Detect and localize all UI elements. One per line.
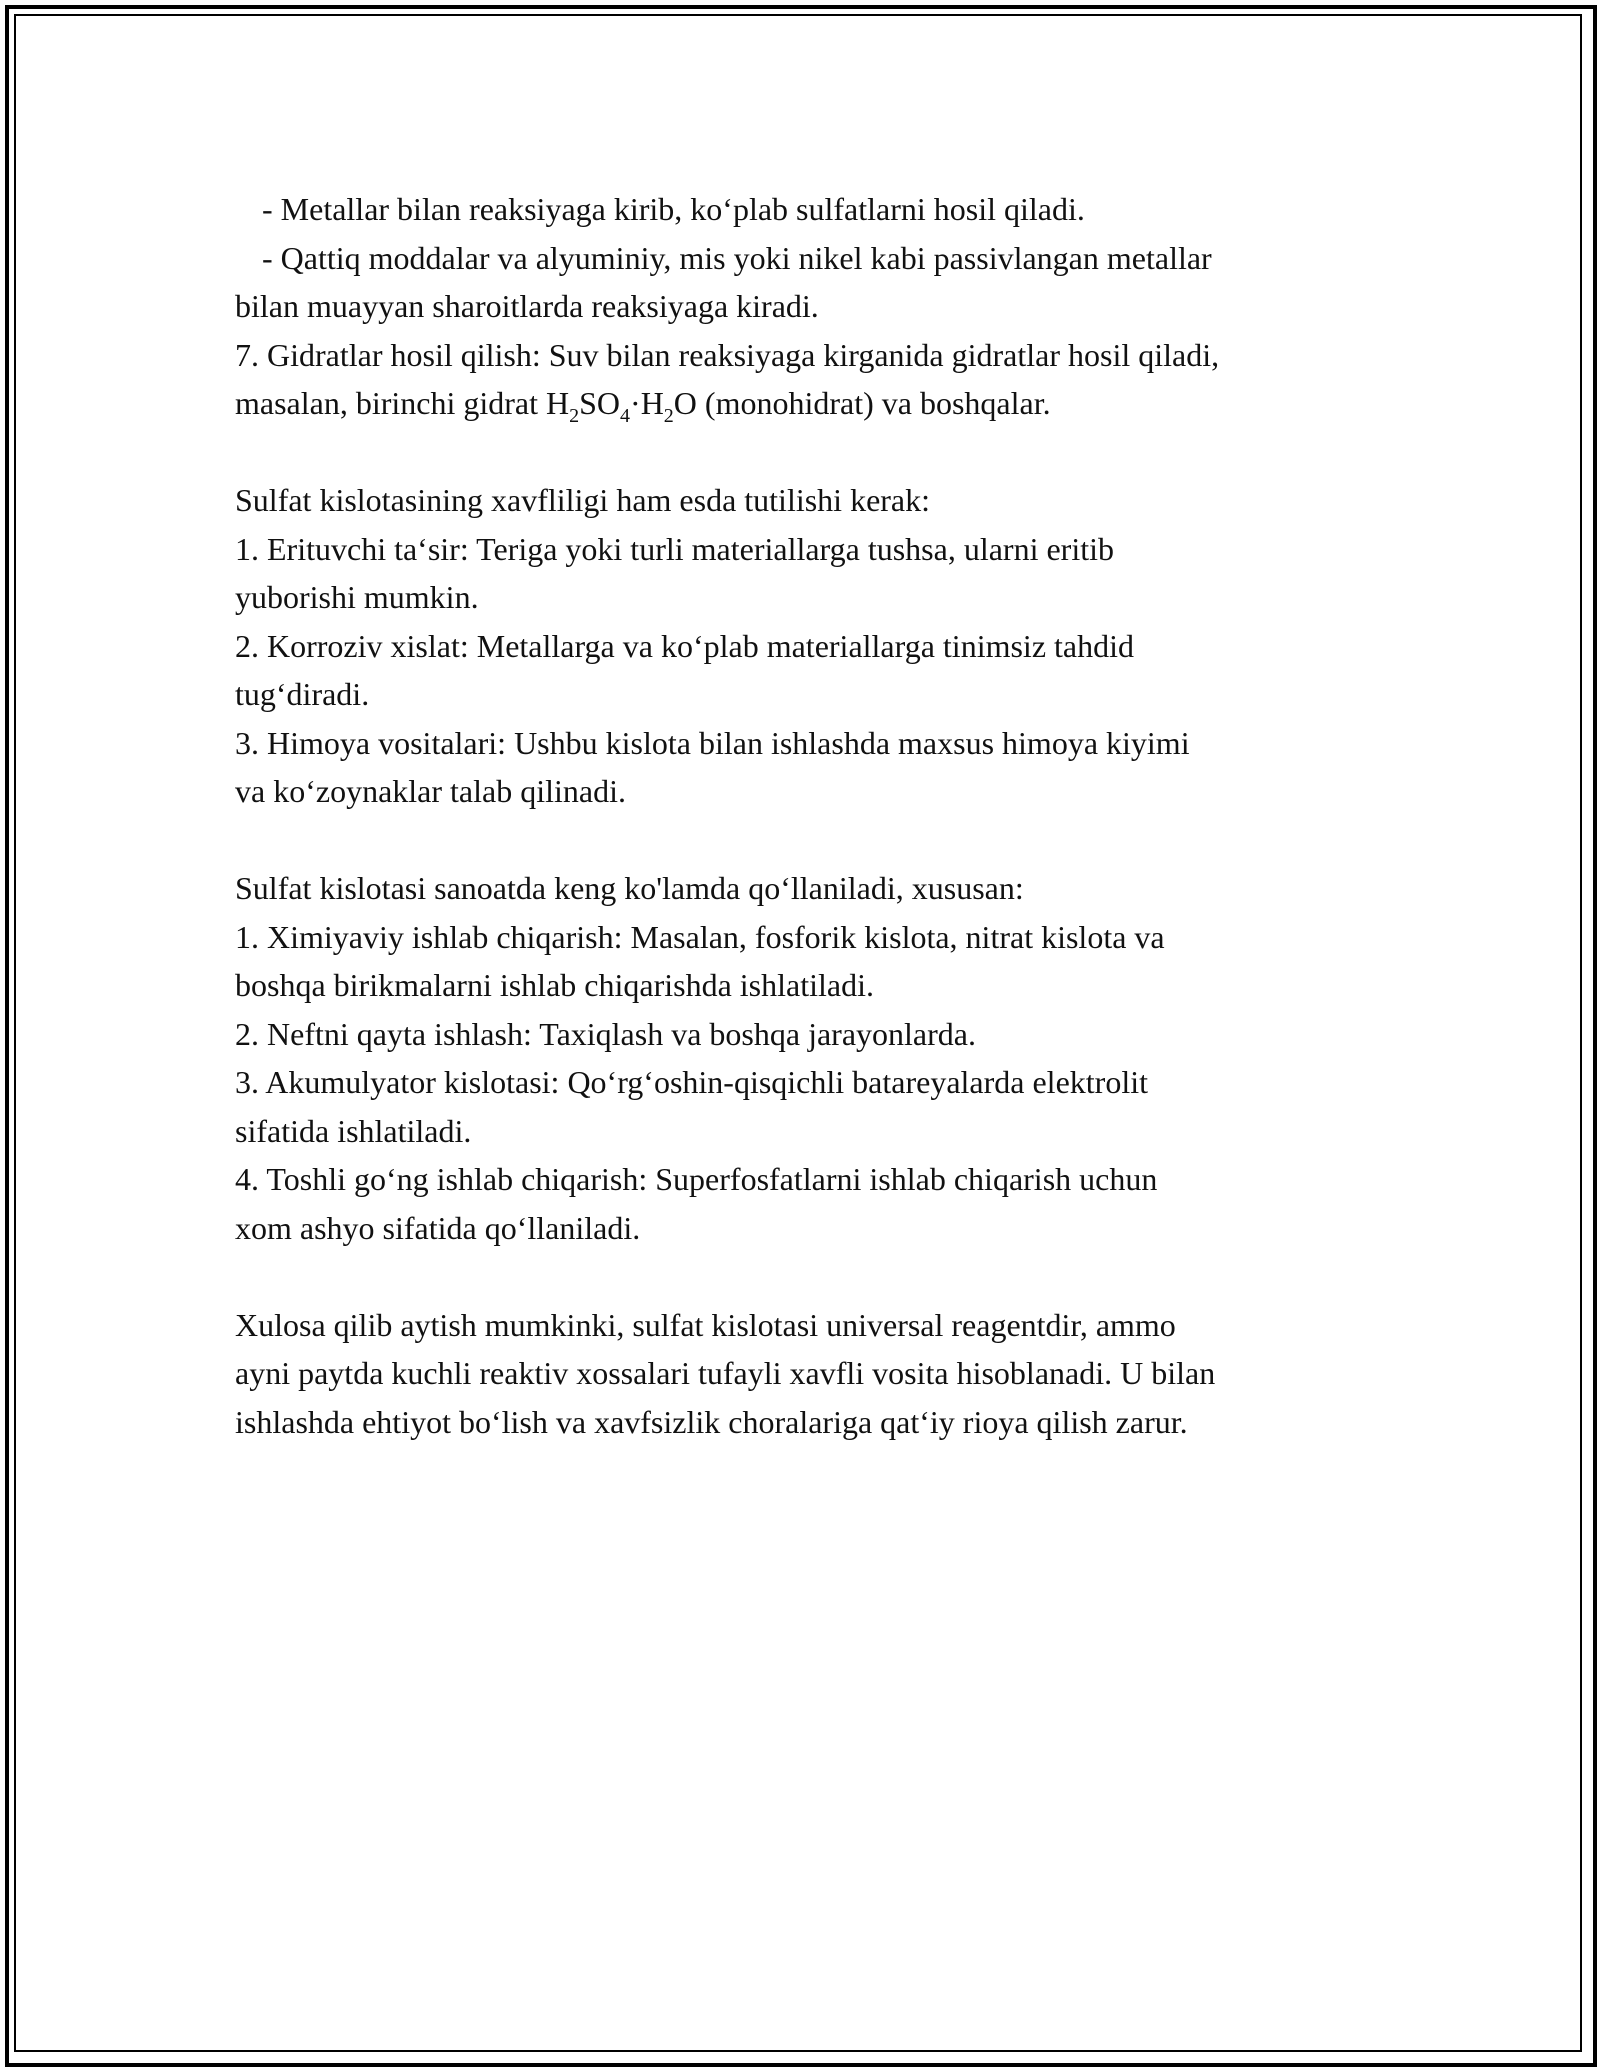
document-body [235, 185, 1375, 1446]
text-line: 3. Akumulyator kislotasi: Qo‘rg‘oshin-qisqichli batareyalarda elektrolit [235, 1064, 1148, 1100]
text-line: 7. Gidratlar hosil qilish: Suv bilan reaksiyaga kirganida gidratlar hosil qiladi, [235, 336, 1220, 373]
text-line: boshqa birikmalarni ishlab chiqarishda ishlatiladi. [235, 967, 874, 1003]
formula-subscript: 4 [620, 405, 631, 427]
text-line: tug‘diradi. [235, 676, 370, 712]
text-line: 1. Ximiyaviy ishlab chiqarish: Masalan, fosforik kislota, nitrat kislota va [235, 918, 1165, 955]
text-line: - Qattiq moddalar va alyuminiy, mis yoki nikel kabi passivlangan metallar [262, 239, 1212, 276]
paragraph-gap [235, 1252, 1375, 1301]
text-line: Xulosa qilib aytish mumkinki, sulfat kislotasi universal reagentdir, ammo [235, 1306, 1176, 1343]
text-segment: masalan, birinchi gidrat [235, 385, 547, 421]
formula-part: SO [579, 385, 621, 421]
paragraph-gap [235, 428, 1375, 477]
text-line: yuborishi mumkin. [235, 579, 479, 615]
text-line: ishlashda ehtiyot bo‘lish va xavfsizlik choralariga qat‘iy rioya qilish zarur. [235, 1403, 1188, 1440]
text-line: 3. Himoya vositalari: Ushbu kislota bilan ishlashda maxsus himoya kiyimi [235, 724, 1190, 761]
text-line: va ko‘zoynaklar talab qilinadi. [235, 773, 626, 809]
text-line: - Metallar bilan reaksiyaga kirib, ko‘plab sulfatlarni hosil qiladi. [262, 191, 1085, 227]
text-line: ayni paytda kuchli reaktiv xossalari tufayli xavfli vosita hisoblanadi. U bilan [235, 1355, 1216, 1391]
text-line-formula [235, 379, 1375, 428]
text-line: 2. Korroziv xislat: Metallarga va ko‘plab materiallarga tinimsiz tahdid [235, 627, 1134, 664]
formula-part: ·H [630, 385, 664, 421]
text-line: sifatida ishlatiladi. [235, 1112, 472, 1149]
text-line: 1. Erituvchi ta‘sir: Teriga yoki turli materiallarga tushsa, ularni eritib [235, 530, 1114, 567]
paragraph-industry-uses [235, 864, 1375, 1252]
formula-part: O [673, 385, 697, 421]
text-line: 4. Toshli go‘ng ishlab chiqarish: Superfosfatlarni ishlab chiqarish uchun [235, 1161, 1158, 1197]
paragraph-reactions [235, 185, 1375, 428]
formula-subscript: 2 [663, 405, 674, 427]
chemical-formula [546, 385, 697, 427]
paragraph-hazards [235, 476, 1375, 816]
text-line: xom ashyo sifatida qo‘llaniladi. [235, 1209, 641, 1246]
formula-subscript: 2 [569, 405, 580, 427]
paragraph-gap [235, 816, 1375, 865]
formula-part: H [546, 385, 570, 421]
text-line: bilan muayyan sharoitlarda reaksiyaga kiradi. [235, 288, 819, 324]
text-line: 2. Neftni qayta ishlash: Taxiqlash va boshqa jarayonlarda. [235, 1015, 976, 1052]
text-segment: (monohidrat) va boshqalar. [696, 385, 1051, 421]
text-line: Sulfat kislotasining xavfliligi ham esda tutilishi kerak: [235, 482, 931, 518]
text-line: Sulfat kislotasi sanoatda keng ko'lamda qo‘llaniladi, xususan: [235, 870, 1024, 906]
paragraph-conclusion [235, 1301, 1375, 1447]
